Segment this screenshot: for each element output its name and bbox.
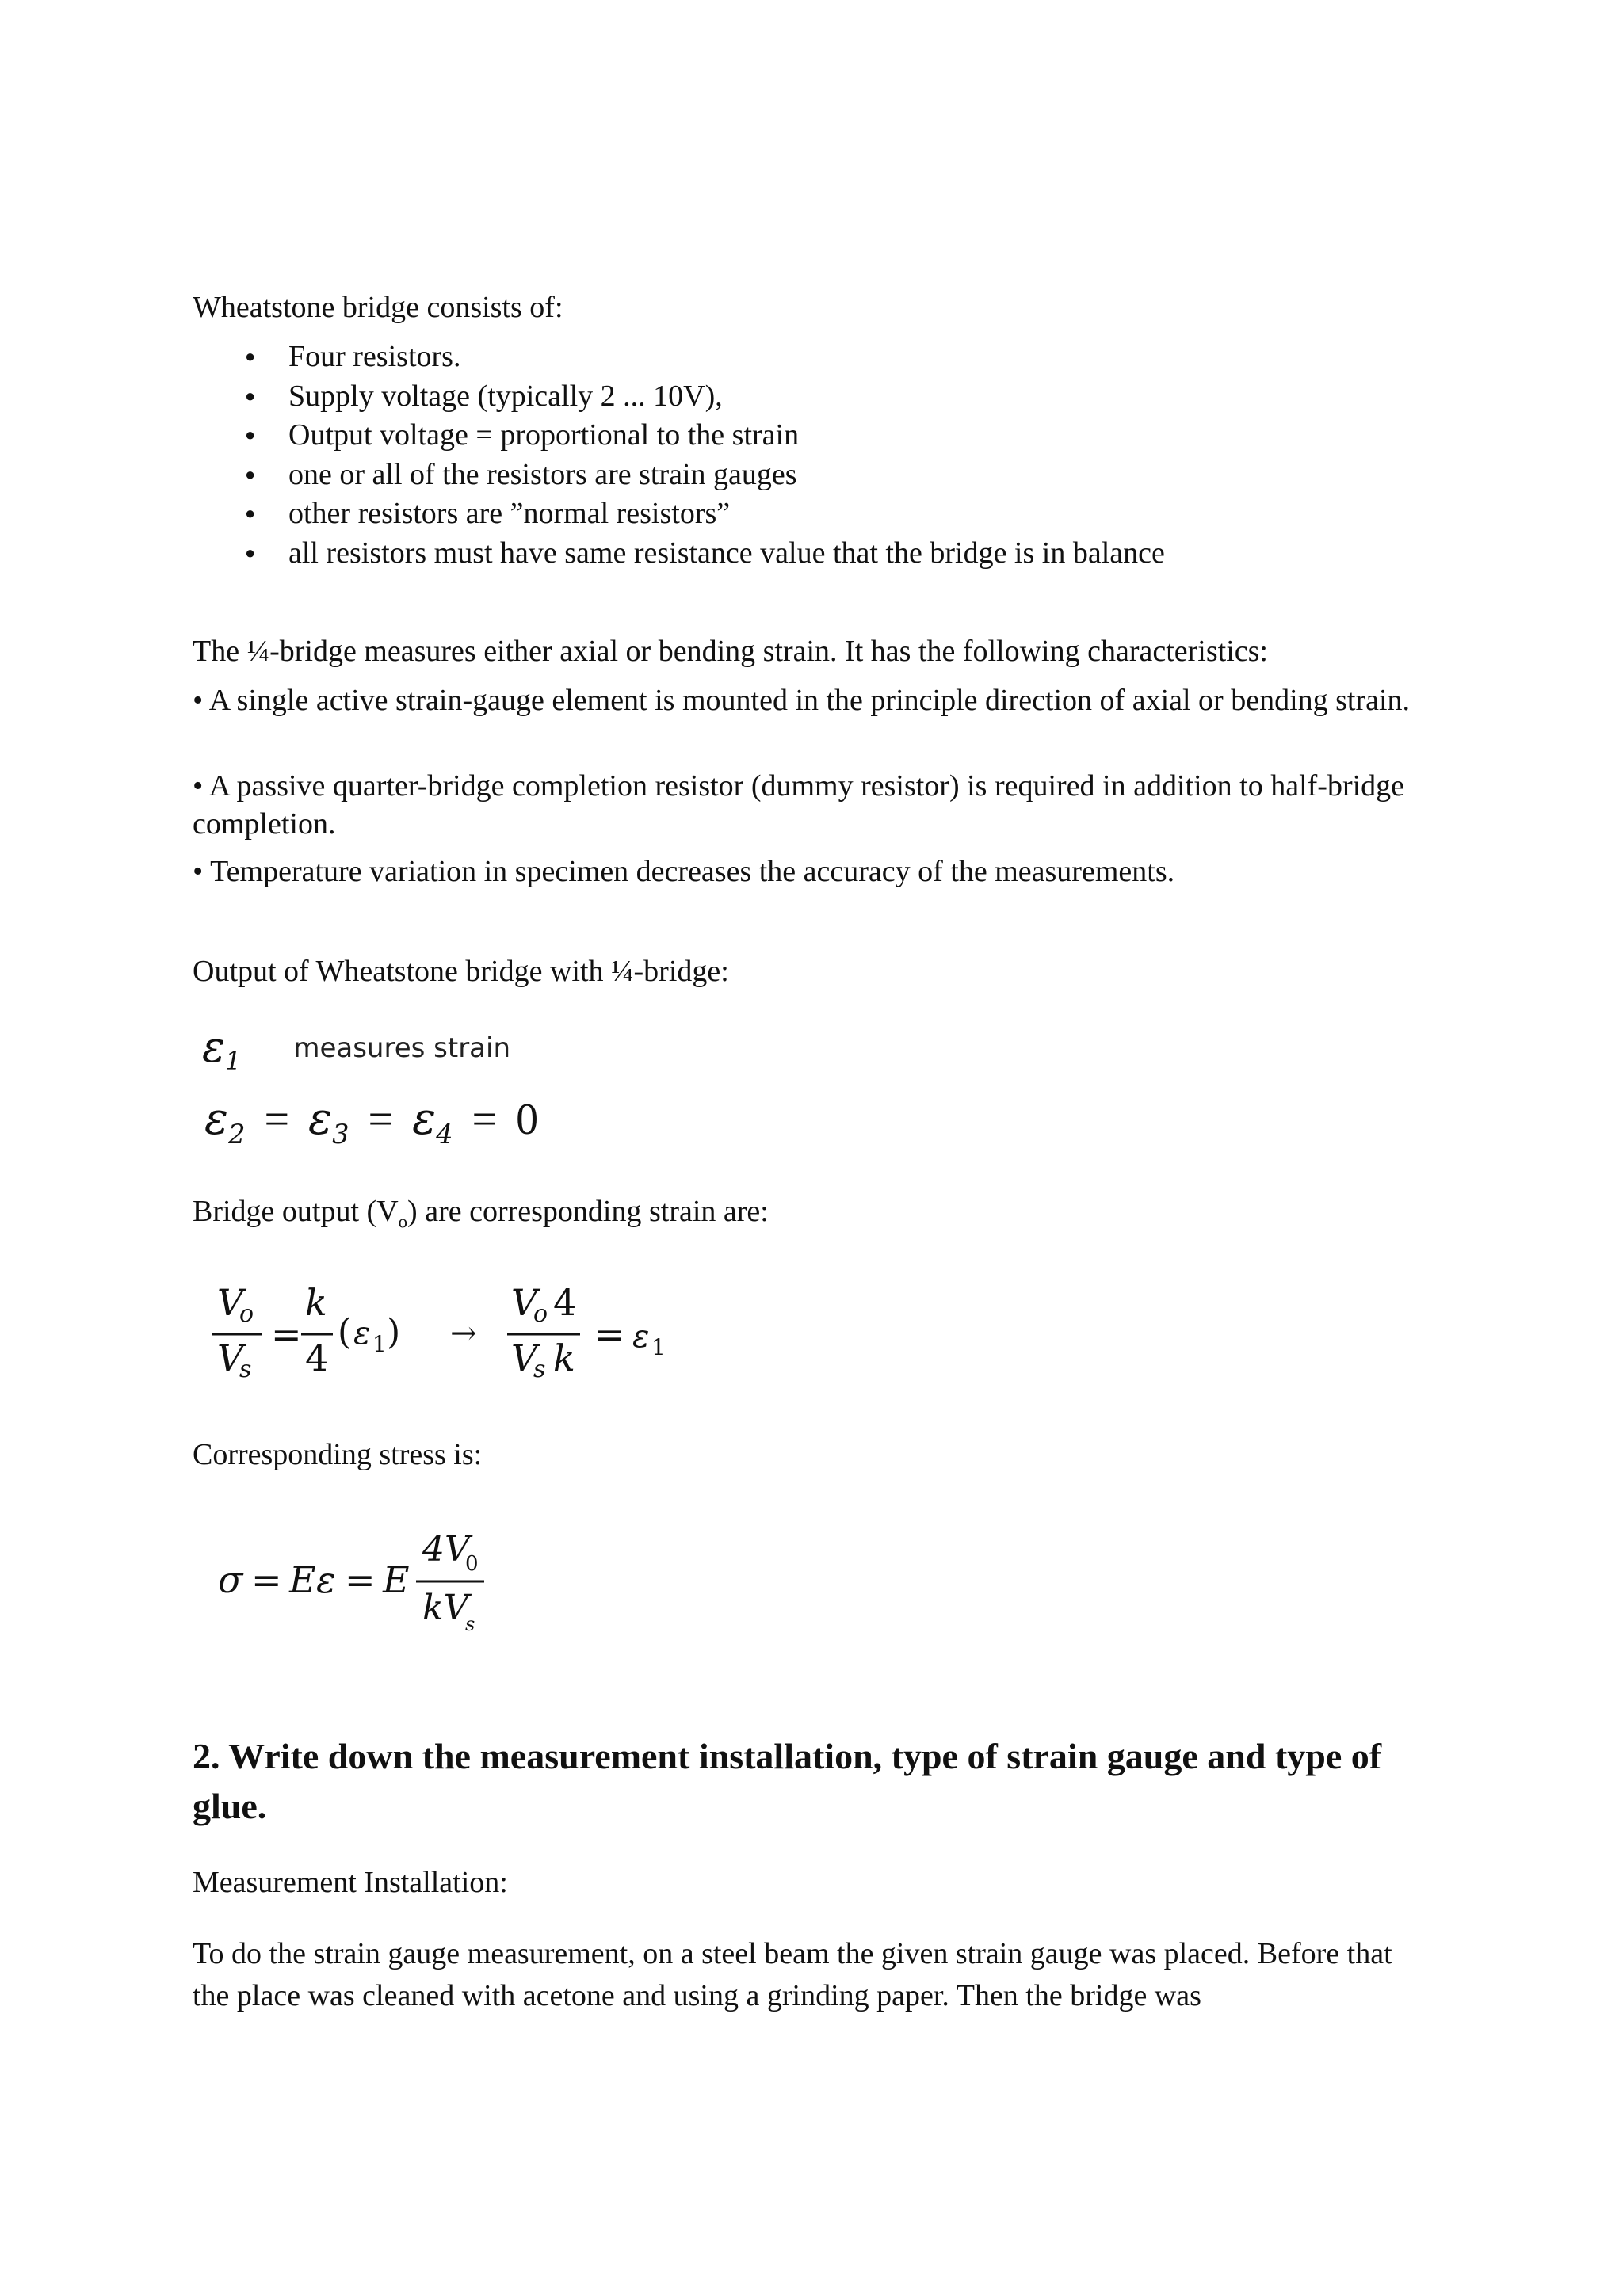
quarter-bridge-point-1: • A single active strain-gauge element is mounted in the principle direction of axial or bending strain. [193, 684, 1411, 717]
epsilon-symbol: ε [204, 1093, 229, 1145]
subscript-1: 1 [651, 1334, 666, 1360]
subscript-1: 1 [372, 1331, 387, 1357]
component-list [193, 338, 1165, 573]
epsilon-symbol: ε [412, 1093, 437, 1145]
equals-sign: = [264, 1095, 290, 1144]
v-symbol: V [511, 1337, 538, 1379]
list-item: ● one or all of the resistors are strain gauges [193, 456, 1165, 495]
k-symbol: k [553, 1337, 575, 1379]
subscript-o: o [533, 1300, 548, 1328]
equals-sign: = [472, 1095, 498, 1144]
subscript-2: 2 [228, 1119, 246, 1150]
subscript-3: 3 [332, 1119, 349, 1150]
open-paren: ( [338, 1312, 352, 1352]
quarter-bridge-point-3: • Temperature variation in specimen decreases the accuracy of the measurements. [193, 855, 1175, 888]
sigma-symbol: σ [218, 1558, 243, 1601]
equals-sign: = [251, 1558, 282, 1601]
epsilon-symbol: ε [632, 1318, 650, 1355]
equals-sign: = [345, 1558, 376, 1601]
equals-sign: = [368, 1095, 394, 1144]
quarter-bridge-point-2: • A passive quarter-bridge completion resistor (dummy resistor) is required in addition to half-bridge completion. [193, 769, 1405, 841]
subscript-s: s [533, 1356, 546, 1383]
measures-strain-label: measures strain [293, 1032, 511, 1064]
e-symbol: E [383, 1558, 410, 1601]
numerator: 4V [422, 1529, 470, 1569]
equals-sign: = [594, 1313, 625, 1356]
quarter-bridge-lead: The ¼-bridge measures either axial or bending strain. It has the following characteristics: [193, 635, 1268, 668]
output-heading: Output of Wheatstone bridge with ¼-bridge: [193, 955, 729, 988]
arrow: → [450, 1315, 477, 1352]
section-2-heading: 2. Write down the measurement installation, type of strain gauge and type of glue. [193, 1736, 1382, 1826]
v-symbol: V [217, 1337, 244, 1379]
equation-strain-output [198, 1268, 689, 1386]
stress-heading: Corresponding stress is: [193, 1438, 483, 1471]
v-symbol: V [511, 1281, 538, 1324]
list-item: ● Output voltage = proportional to the strain [193, 416, 1165, 456]
equation-zero-strains [204, 1093, 538, 1150]
subscript-4: 4 [436, 1119, 453, 1150]
subscript-o: o [239, 1300, 254, 1328]
installation-text: To do the strain gauge measurement, on a steel beam the given strain gauge was placed. Before that the place was cleaned with acetone and using a grinding paper. Then the bridge was [193, 1937, 1392, 2012]
close-paren: ) [387, 1312, 401, 1352]
e-symbol: E [289, 1558, 316, 1601]
subscript-s: s [239, 1356, 252, 1383]
bridge-output-text: Bridge output $(V_o)$ are corresponding strain are: [193, 1195, 769, 1232]
zero: 0 [516, 1095, 539, 1144]
list-item: ● Four resistors. [193, 338, 1165, 377]
denominator: kV [422, 1588, 469, 1628]
v-symbol: V [217, 1281, 244, 1324]
installation-label: Measurement Installation: [193, 1866, 508, 1899]
intro-text: Wheatstone bridge consists of: [193, 291, 563, 324]
epsilon-symbol: ε [353, 1315, 371, 1352]
equation-stress [210, 1513, 527, 1640]
list-item: ● all resistors must have same resistance value that the bridge is in balance [193, 534, 1165, 574]
denominator-subscript: s [465, 1613, 475, 1635]
list-item: ● Supply voltage (typically 2 ... 10V), [193, 377, 1165, 417]
epsilon-subscript: 1 [224, 1046, 242, 1076]
numerator-subscript: 0 [465, 1552, 479, 1576]
equals-sign: = [271, 1313, 302, 1356]
list-item: ● other resistors are ”normal resistors” [193, 494, 1165, 534]
epsilon-symbol: ε [202, 1022, 225, 1072]
equation-measures-strain [202, 1022, 511, 1076]
epsilon-symbol: ε [316, 1558, 336, 1601]
four: 4 [553, 1281, 577, 1324]
epsilon-symbol: ε [308, 1093, 333, 1145]
k-symbol: k [305, 1281, 327, 1324]
four: 4 [305, 1337, 329, 1379]
